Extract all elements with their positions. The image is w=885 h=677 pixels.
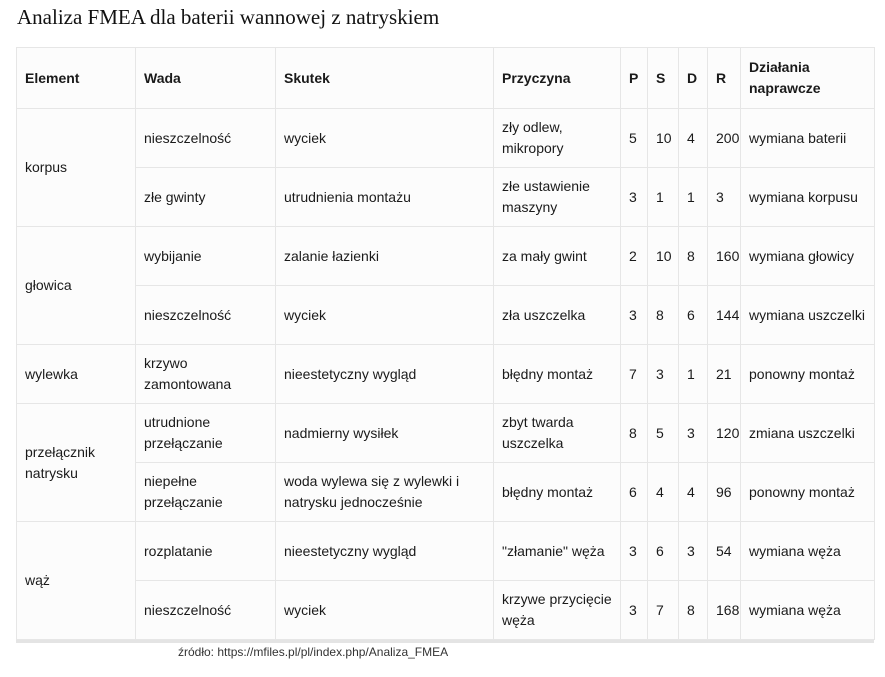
header-przyczyna: Przyczyna [494, 48, 621, 109]
dzialania-cell: wymiana baterii [741, 109, 875, 168]
przyczyna-cell: zły odlew, mikropory [494, 109, 621, 168]
s-cell: 1 [648, 168, 679, 227]
dzialania-cell: wymiana węża [741, 522, 875, 581]
skutek-cell: nieestetyczny wygląd [276, 345, 494, 404]
p-cell: 3 [621, 286, 648, 345]
p-cell: 2 [621, 227, 648, 286]
d-cell: 4 [679, 463, 708, 522]
dzialania-cell: zmiana uszczelki [741, 404, 875, 463]
s-cell: 6 [648, 522, 679, 581]
r-cell: 168 [708, 581, 741, 640]
header-d: D [679, 48, 708, 109]
s-cell: 10 [648, 109, 679, 168]
skutek-cell: zalanie łazienki [276, 227, 494, 286]
header-skutek: Skutek [276, 48, 494, 109]
s-cell: 10 [648, 227, 679, 286]
s-cell: 4 [648, 463, 679, 522]
table-row [17, 168, 875, 227]
r-cell: 21 [708, 345, 741, 404]
r-cell: 3 [708, 168, 741, 227]
przyczyna-cell: "złamanie" węża [494, 522, 621, 581]
d-cell: 8 [679, 581, 708, 640]
przyczyna-cell: zła uszczelka [494, 286, 621, 345]
wada-cell: złe gwinty [136, 168, 276, 227]
element-cell: wąż [17, 522, 136, 640]
p-cell: 3 [621, 581, 648, 640]
fmea-table [16, 47, 875, 640]
przyczyna-cell: złe ustawienie maszyny [494, 168, 621, 227]
header-p: P [621, 48, 648, 109]
dzialania-cell: ponowny montaż [741, 463, 875, 522]
source-note: źródło: https://mfiles.pl/pl/index.php/Analiza_FMEA [178, 645, 449, 659]
table-row [17, 404, 875, 463]
wada-cell: wybijanie [136, 227, 276, 286]
skutek-cell: woda wylewa się z wylewki i natrysku jednocześnie [276, 463, 494, 522]
dzialania-cell: ponowny montaż [741, 345, 875, 404]
r-cell: 54 [708, 522, 741, 581]
przyczyna-cell: za mały gwint [494, 227, 621, 286]
p-cell: 8 [621, 404, 648, 463]
d-cell: 3 [679, 404, 708, 463]
skutek-cell: nadmierny wysiłek [276, 404, 494, 463]
d-cell: 1 [679, 168, 708, 227]
przyczyna-cell: krzywe przycięcie węża [494, 581, 621, 640]
przyczyna-cell: błędny montaż [494, 345, 621, 404]
header-row [17, 48, 875, 109]
r-cell: 96 [708, 463, 741, 522]
s-cell: 5 [648, 404, 679, 463]
r-cell: 200 [708, 109, 741, 168]
p-cell: 3 [621, 522, 648, 581]
p-cell: 5 [621, 109, 648, 168]
d-cell: 6 [679, 286, 708, 345]
d-cell: 8 [679, 227, 708, 286]
table-row [17, 522, 875, 581]
table-row [17, 581, 875, 640]
header-dzialania: Działania naprawcze [741, 48, 875, 109]
table-row [17, 463, 875, 522]
dzialania-cell: wymiana głowicy [741, 227, 875, 286]
przyczyna-cell: zbyt twarda uszczelka [494, 404, 621, 463]
s-cell: 3 [648, 345, 679, 404]
element-cell: przełącznik natrysku [17, 404, 136, 522]
wada-cell: nieszczelność [136, 581, 276, 640]
header-element: Element [17, 48, 136, 109]
element-cell: korpus [17, 109, 136, 227]
header-r: R [708, 48, 741, 109]
table-row [17, 286, 875, 345]
wada-cell: utrudnione przełączanie [136, 404, 276, 463]
skutek-cell: utrudnienia montażu [276, 168, 494, 227]
element-cell: głowica [17, 227, 136, 345]
d-cell: 3 [679, 522, 708, 581]
dzialania-cell: wymiana węża [741, 581, 875, 640]
skutek-cell: wyciek [276, 286, 494, 345]
r-cell: 144 [708, 286, 741, 345]
wada-cell: nieszczelność [136, 109, 276, 168]
table-row [17, 345, 875, 404]
p-cell: 3 [621, 168, 648, 227]
p-cell: 6 [621, 463, 648, 522]
table-row [17, 227, 875, 286]
header-s: S [648, 48, 679, 109]
skutek-cell: wyciek [276, 109, 494, 168]
header-wada: Wada [136, 48, 276, 109]
wada-cell: niepełne przełączanie [136, 463, 276, 522]
przyczyna-cell: błędny montaż [494, 463, 621, 522]
p-cell: 7 [621, 345, 648, 404]
fmea-table-container [16, 47, 874, 643]
d-cell: 4 [679, 109, 708, 168]
table-row [17, 109, 875, 168]
element-cell: wylewka [17, 345, 136, 404]
wada-cell: nieszczelność [136, 286, 276, 345]
r-cell: 160 [708, 227, 741, 286]
wada-cell: rozplatanie [136, 522, 276, 581]
r-cell: 120 [708, 404, 741, 463]
s-cell: 8 [648, 286, 679, 345]
dzialania-cell: wymiana korpusu [741, 168, 875, 227]
page-title: Analiza FMEA dla baterii wannowej z natryskiem [17, 5, 440, 29]
skutek-cell: wyciek [276, 581, 494, 640]
wada-cell: krzywo zamontowana [136, 345, 276, 404]
skutek-cell: nieestetyczny wygląd [276, 522, 494, 581]
s-cell: 7 [648, 581, 679, 640]
dzialania-cell: wymiana uszczelki [741, 286, 875, 345]
d-cell: 1 [679, 345, 708, 404]
